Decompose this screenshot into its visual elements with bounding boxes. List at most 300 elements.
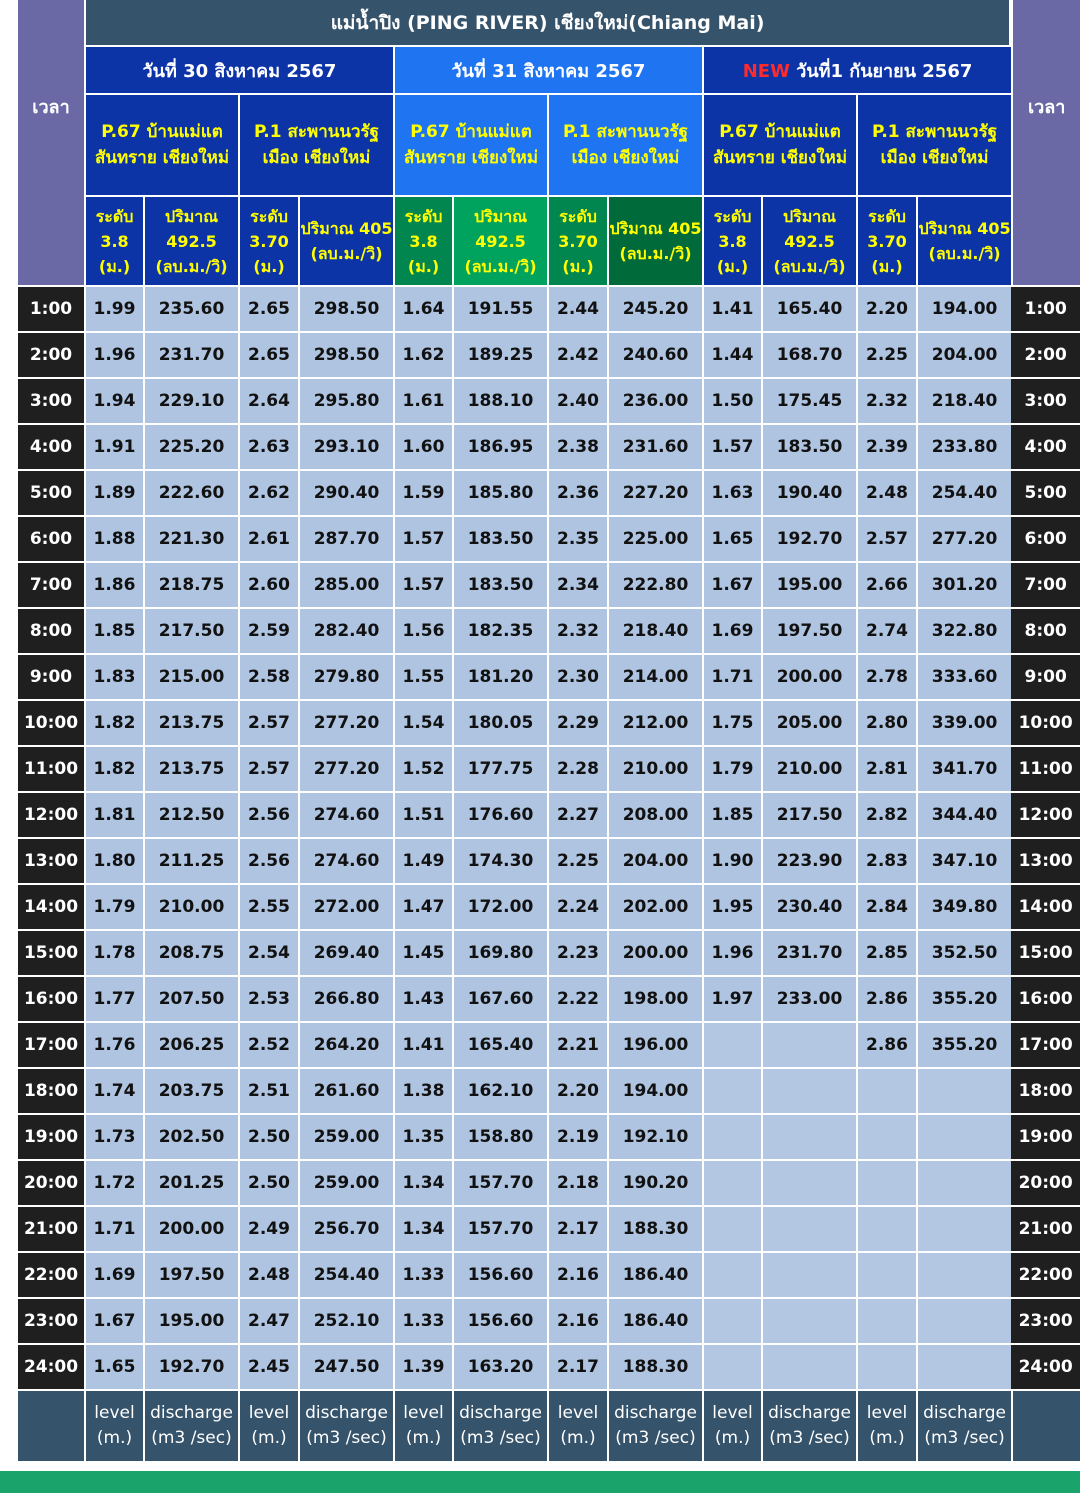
level-cell: 1.43 (393, 975, 452, 1021)
level-header: ระดับ 3.70 (ม.) (547, 197, 607, 285)
discharge-cell: 235.60 (143, 285, 238, 331)
table-row (18, 561, 1080, 607)
discharge-cell: 254.40 (916, 469, 1011, 515)
level-cell: 1.45 (393, 929, 452, 975)
level-cell: 1.56 (393, 607, 452, 653)
time-cell: 16:00 (1011, 975, 1080, 1021)
level-cell: 2.57 (238, 699, 298, 745)
level-cell (856, 1113, 916, 1159)
level-cell: 2.53 (238, 975, 298, 1021)
ping-river-table (18, 0, 1080, 1461)
discharge-cell: 197.50 (143, 1251, 238, 1297)
level-cell: 2.47 (238, 1297, 298, 1343)
level-cell: 2.25 (547, 837, 607, 883)
discharge-cell: 201.25 (143, 1159, 238, 1205)
table-row (18, 883, 1080, 929)
discharge-cell: 162.10 (452, 1067, 547, 1113)
level-cell: 2.65 (238, 285, 298, 331)
level-cell: 1.73 (84, 1113, 143, 1159)
level-cell: 1.71 (702, 653, 761, 699)
time-cell: 6:00 (1011, 515, 1080, 561)
discharge-cell: 163.20 (452, 1343, 547, 1389)
discharge-cell: 233.00 (761, 975, 856, 1021)
level-cell (856, 1205, 916, 1251)
table-row (18, 1343, 1080, 1389)
discharge-cell: 158.80 (452, 1113, 547, 1159)
level-cell (702, 1297, 761, 1343)
discharge-cell: 355.20 (916, 975, 1011, 1021)
table-row (18, 1159, 1080, 1205)
time-cell: 1:00 (18, 285, 84, 331)
table-row (18, 699, 1080, 745)
level-header: ระดับ 3.70 (ม.) (856, 197, 916, 285)
time-cell: 19:00 (1011, 1113, 1080, 1159)
level-cell: 1.57 (393, 561, 452, 607)
discharge-cell: 272.00 (298, 883, 393, 929)
level-cell: 1.64 (393, 285, 452, 331)
time-cell: 5:00 (18, 469, 84, 515)
footer-level: level (m.) (393, 1389, 452, 1461)
time-cell: 23:00 (1011, 1297, 1080, 1343)
time-cell: 9:00 (18, 653, 84, 699)
discharge-header: ปริมาณ 405 (ลบ.ม./วิ) (916, 197, 1011, 285)
discharge-cell (761, 1113, 856, 1159)
table-row (18, 1205, 1080, 1251)
time-cell: 14:00 (1011, 883, 1080, 929)
time-cell: 10:00 (18, 699, 84, 745)
discharge-header: ปริมาณ 492.5 (ลบ.ม./วิ) (143, 197, 238, 285)
level-cell: 2.64 (238, 377, 298, 423)
level-cell: 1.72 (84, 1159, 143, 1205)
new-badge: NEW (742, 60, 790, 82)
discharge-cell: 221.30 (143, 515, 238, 561)
level-cell: 1.82 (84, 745, 143, 791)
discharge-cell (916, 1251, 1011, 1297)
level-cell: 2.29 (547, 699, 607, 745)
discharge-cell: 254.40 (298, 1251, 393, 1297)
level-cell: 2.18 (547, 1159, 607, 1205)
level-cell (856, 1067, 916, 1113)
time-cell: 5:00 (1011, 469, 1080, 515)
level-cell: 2.28 (547, 745, 607, 791)
level-cell: 1.44 (702, 331, 761, 377)
station-p67-header: P.67 บ้านแม่แต สันทราย เชียงใหม่ (393, 95, 547, 197)
discharge-cell: 213.75 (143, 745, 238, 791)
discharge-cell: 156.60 (452, 1297, 547, 1343)
discharge-cell: 352.50 (916, 929, 1011, 975)
discharge-cell (761, 1343, 856, 1389)
discharge-cell: 188.30 (607, 1205, 702, 1251)
level-cell: 1.79 (702, 745, 761, 791)
discharge-cell: 210.00 (143, 883, 238, 929)
level-cell: 2.49 (238, 1205, 298, 1251)
time-header-left: เวลา (18, 0, 84, 285)
level-cell: 2.50 (238, 1159, 298, 1205)
discharge-cell: 279.80 (298, 653, 393, 699)
discharge-cell: 189.25 (452, 331, 547, 377)
level-cell: 2.55 (238, 883, 298, 929)
time-cell: 14:00 (18, 883, 84, 929)
level-cell (856, 1297, 916, 1343)
level-cell: 1.97 (702, 975, 761, 1021)
time-cell: 16:00 (18, 975, 84, 1021)
discharge-cell: 298.50 (298, 331, 393, 377)
discharge-cell: 298.50 (298, 285, 393, 331)
discharge-cell: 341.70 (916, 745, 1011, 791)
bottom-green-bar (0, 1471, 1080, 1493)
time-cell: 9:00 (1011, 653, 1080, 699)
discharge-cell: 231.70 (143, 331, 238, 377)
discharge-cell: 233.80 (916, 423, 1011, 469)
table-row (18, 1021, 1080, 1067)
discharge-cell: 198.00 (607, 975, 702, 1021)
discharge-header: ปริมาณ 405 (ลบ.ม./วิ) (298, 197, 393, 285)
station-p1-header: P.1 สะพานนวรัฐ เมือง เชียงใหม่ (547, 95, 702, 197)
time-cell: 17:00 (18, 1021, 84, 1067)
discharge-cell: 225.20 (143, 423, 238, 469)
level-cell: 2.22 (547, 975, 607, 1021)
discharge-cell: 215.00 (143, 653, 238, 699)
discharge-cell: 347.10 (916, 837, 1011, 883)
discharge-cell: 333.60 (916, 653, 1011, 699)
level-cell: 1.69 (84, 1251, 143, 1297)
discharge-cell: 231.60 (607, 423, 702, 469)
level-cell: 1.52 (393, 745, 452, 791)
level-cell: 1.77 (84, 975, 143, 1021)
level-cell: 1.80 (84, 837, 143, 883)
discharge-cell: 190.40 (761, 469, 856, 515)
discharge-cell: 206.25 (143, 1021, 238, 1067)
time-cell: 20:00 (1011, 1159, 1080, 1205)
footer-discharge: discharge (m3 /sec) (452, 1389, 547, 1461)
discharge-cell: 225.00 (607, 515, 702, 561)
level-cell (702, 1159, 761, 1205)
discharge-cell: 277.20 (916, 515, 1011, 561)
footer-discharge: discharge (m3 /sec) (298, 1389, 393, 1461)
time-cell: 24:00 (1011, 1343, 1080, 1389)
level-cell: 2.16 (547, 1251, 607, 1297)
level-cell: 2.56 (238, 837, 298, 883)
level-cell: 2.48 (856, 469, 916, 515)
discharge-cell: 195.00 (761, 561, 856, 607)
time-cell: 18:00 (1011, 1067, 1080, 1113)
discharge-cell: 207.50 (143, 975, 238, 1021)
table-row (18, 515, 1080, 561)
discharge-cell: 186.40 (607, 1251, 702, 1297)
discharge-cell: 205.00 (761, 699, 856, 745)
level-cell: 1.67 (702, 561, 761, 607)
discharge-cell: 240.60 (607, 331, 702, 377)
level-cell: 1.69 (702, 607, 761, 653)
discharge-cell: 156.60 (452, 1251, 547, 1297)
level-cell: 2.74 (856, 607, 916, 653)
time-cell: 21:00 (1011, 1205, 1080, 1251)
table-row (18, 469, 1080, 515)
discharge-cell: 355.20 (916, 1021, 1011, 1067)
level-cell: 2.39 (856, 423, 916, 469)
discharge-cell: 218.40 (916, 377, 1011, 423)
station-p1-header: P.1 สะพานนวรัฐ เมือง เชียงใหม่ (856, 95, 1011, 197)
table-row (18, 607, 1080, 653)
level-cell: 2.80 (856, 699, 916, 745)
level-cell: 2.51 (238, 1067, 298, 1113)
discharge-cell: 261.60 (298, 1067, 393, 1113)
discharge-cell: 264.20 (298, 1021, 393, 1067)
level-cell: 1.34 (393, 1205, 452, 1251)
discharge-cell (916, 1159, 1011, 1205)
discharge-cell: 168.70 (761, 331, 856, 377)
discharge-cell: 203.75 (143, 1067, 238, 1113)
footer-discharge: discharge (m3 /sec) (143, 1389, 238, 1461)
discharge-cell: 188.10 (452, 377, 547, 423)
time-cell: 21:00 (18, 1205, 84, 1251)
level-cell: 1.83 (84, 653, 143, 699)
level-cell: 2.82 (856, 791, 916, 837)
level-cell: 2.40 (547, 377, 607, 423)
level-cell: 1.62 (393, 331, 452, 377)
discharge-cell: 186.95 (452, 423, 547, 469)
time-cell: 8:00 (1011, 607, 1080, 653)
level-cell: 1.75 (702, 699, 761, 745)
discharge-cell: 301.20 (916, 561, 1011, 607)
station-p1-header: P.1 สะพานนวรัฐ เมือง เชียงใหม่ (238, 95, 393, 197)
discharge-cell: 229.10 (143, 377, 238, 423)
discharge-cell: 200.00 (143, 1205, 238, 1251)
discharge-cell: 165.40 (452, 1021, 547, 1067)
time-cell: 4:00 (1011, 423, 1080, 469)
level-cell: 2.45 (238, 1343, 298, 1389)
level-cell: 1.99 (84, 285, 143, 331)
time-cell: 7:00 (18, 561, 84, 607)
level-cell: 1.67 (84, 1297, 143, 1343)
time-cell: 15:00 (1011, 929, 1080, 975)
level-cell: 1.33 (393, 1297, 452, 1343)
level-cell: 1.85 (84, 607, 143, 653)
date-header-30-aug (84, 47, 393, 95)
time-cell: 2:00 (18, 331, 84, 377)
table-row (18, 331, 1080, 377)
discharge-cell (916, 1205, 1011, 1251)
discharge-cell: 285.00 (298, 561, 393, 607)
level-cell: 2.44 (547, 285, 607, 331)
discharge-cell: 200.00 (761, 653, 856, 699)
footer-time-blank (18, 1389, 84, 1461)
discharge-cell: 230.40 (761, 883, 856, 929)
level-cell: 1.91 (84, 423, 143, 469)
footer-level: level (m.) (702, 1389, 761, 1461)
level-cell: 2.48 (238, 1251, 298, 1297)
level-cell: 1.79 (84, 883, 143, 929)
discharge-cell: 182.35 (452, 607, 547, 653)
table-row (18, 791, 1080, 837)
discharge-cell: 211.25 (143, 837, 238, 883)
discharge-cell: 231.70 (761, 929, 856, 975)
discharge-cell: 212.50 (143, 791, 238, 837)
level-cell: 1.61 (393, 377, 452, 423)
time-cell: 1:00 (1011, 285, 1080, 331)
discharge-cell: 266.80 (298, 975, 393, 1021)
discharge-cell: 274.60 (298, 791, 393, 837)
level-cell: 1.41 (393, 1021, 452, 1067)
level-cell: 2.78 (856, 653, 916, 699)
table-row (18, 285, 1080, 331)
date-header-1-sep (702, 47, 1011, 95)
level-header: ระดับ 3.70 (ม.) (238, 197, 298, 285)
level-cell: 2.35 (547, 515, 607, 561)
level-cell: 2.32 (856, 377, 916, 423)
time-header-right: เวลา (1011, 0, 1080, 285)
level-cell: 1.35 (393, 1113, 452, 1159)
time-cell: 19:00 (18, 1113, 84, 1159)
discharge-cell: 339.00 (916, 699, 1011, 745)
level-cell: 2.23 (547, 929, 607, 975)
discharge-cell: 194.00 (607, 1067, 702, 1113)
level-cell: 2.20 (856, 285, 916, 331)
discharge-cell: 293.10 (298, 423, 393, 469)
level-cell: 2.21 (547, 1021, 607, 1067)
table-row (18, 1251, 1080, 1297)
discharge-cell: 191.55 (452, 285, 547, 331)
level-cell: 1.63 (702, 469, 761, 515)
level-cell: 2.57 (856, 515, 916, 561)
time-cell: 13:00 (1011, 837, 1080, 883)
time-cell: 24:00 (18, 1343, 84, 1389)
discharge-cell: 157.70 (452, 1205, 547, 1251)
level-cell: 2.42 (547, 331, 607, 377)
level-cell: 2.16 (547, 1297, 607, 1343)
level-cell: 1.85 (702, 791, 761, 837)
level-cell: 1.39 (393, 1343, 452, 1389)
time-cell: 12:00 (18, 791, 84, 837)
discharge-cell: 202.00 (607, 883, 702, 929)
station-p67-header: P.67 บ้านแม่แต สันทราย เชียงใหม่ (702, 95, 856, 197)
level-cell: 1.49 (393, 837, 452, 883)
discharge-cell: 222.60 (143, 469, 238, 515)
discharge-cell: 245.20 (607, 285, 702, 331)
discharge-cell: 217.50 (761, 791, 856, 837)
discharge-cell: 195.00 (143, 1297, 238, 1343)
level-cell: 2.17 (547, 1343, 607, 1389)
level-cell (702, 1205, 761, 1251)
level-cell: 1.89 (84, 469, 143, 515)
level-cell: 2.32 (547, 607, 607, 653)
level-cell: 2.62 (238, 469, 298, 515)
discharge-header: ปริมาณ 405 (ลบ.ม./วิ) (607, 197, 702, 285)
table-row (18, 423, 1080, 469)
level-cell: 2.24 (547, 883, 607, 929)
level-cell: 2.59 (238, 607, 298, 653)
discharge-cell: 227.20 (607, 469, 702, 515)
discharge-cell: 277.20 (298, 699, 393, 745)
discharge-cell: 213.75 (143, 699, 238, 745)
level-cell: 2.58 (238, 653, 298, 699)
discharge-cell: 247.50 (298, 1343, 393, 1389)
discharge-header: ปริมาณ 492.5 (ลบ.ม./วิ) (761, 197, 856, 285)
discharge-cell: 169.80 (452, 929, 547, 975)
discharge-cell: 197.50 (761, 607, 856, 653)
table-row (18, 837, 1080, 883)
level-cell: 2.60 (238, 561, 298, 607)
discharge-cell: 210.00 (761, 745, 856, 791)
level-cell: 2.65 (238, 331, 298, 377)
discharge-cell: 186.40 (607, 1297, 702, 1343)
discharge-cell: 190.20 (607, 1159, 702, 1205)
level-cell: 2.50 (238, 1113, 298, 1159)
level-cell: 1.76 (84, 1021, 143, 1067)
discharge-cell: 183.50 (452, 561, 547, 607)
level-cell: 1.95 (702, 883, 761, 929)
level-cell: 1.71 (84, 1205, 143, 1251)
discharge-cell (761, 1159, 856, 1205)
level-cell: 1.57 (702, 423, 761, 469)
discharge-cell: 322.80 (916, 607, 1011, 653)
discharge-cell: 277.20 (298, 745, 393, 791)
footer-level: level (m.) (238, 1389, 298, 1461)
level-cell: 1.55 (393, 653, 452, 699)
data-rows (18, 285, 1080, 1389)
level-cell: 2.84 (856, 883, 916, 929)
discharge-cell: 196.00 (607, 1021, 702, 1067)
time-cell: 22:00 (18, 1251, 84, 1297)
discharge-cell: 167.60 (452, 975, 547, 1021)
discharge-cell (916, 1067, 1011, 1113)
level-cell: 2.27 (547, 791, 607, 837)
level-cell: 2.63 (238, 423, 298, 469)
time-cell: 4:00 (18, 423, 84, 469)
discharge-cell: 185.80 (452, 469, 547, 515)
discharge-cell (761, 1205, 856, 1251)
date-label: วันที่ 31 สิงหาคม 2567 (451, 60, 646, 82)
level-cell (702, 1113, 761, 1159)
footer-time-blank (1011, 1389, 1080, 1461)
discharge-cell: 214.00 (607, 653, 702, 699)
discharge-cell: 236.00 (607, 377, 702, 423)
discharge-cell: 259.00 (298, 1159, 393, 1205)
discharge-cell: 180.05 (452, 699, 547, 745)
discharge-cell (761, 1067, 856, 1113)
level-cell (856, 1343, 916, 1389)
discharge-cell: 174.30 (452, 837, 547, 883)
footer-discharge: discharge (m3 /sec) (607, 1389, 702, 1461)
time-cell: 2:00 (1011, 331, 1080, 377)
level-cell: 1.90 (702, 837, 761, 883)
level-cell: 1.88 (84, 515, 143, 561)
discharge-cell: 192.10 (607, 1113, 702, 1159)
discharge-cell: 274.60 (298, 837, 393, 883)
time-cell: 3:00 (18, 377, 84, 423)
level-cell (702, 1067, 761, 1113)
level-cell: 2.56 (238, 791, 298, 837)
discharge-cell: 218.40 (607, 607, 702, 653)
discharge-cell (916, 1297, 1011, 1343)
discharge-cell: 295.80 (298, 377, 393, 423)
discharge-cell: 287.70 (298, 515, 393, 561)
discharge-cell: 259.00 (298, 1113, 393, 1159)
table-row (18, 929, 1080, 975)
level-cell: 1.50 (702, 377, 761, 423)
table-row (18, 745, 1080, 791)
discharge-cell: 212.00 (607, 699, 702, 745)
level-cell: 1.47 (393, 883, 452, 929)
discharge-cell: 204.00 (916, 331, 1011, 377)
time-cell: 23:00 (18, 1297, 84, 1343)
level-header: ระดับ 3.8 (ม.) (84, 197, 143, 285)
discharge-cell: 344.40 (916, 791, 1011, 837)
time-cell: 13:00 (18, 837, 84, 883)
date-header-31-aug (393, 47, 702, 95)
level-header: ระดับ 3.8 (ม.) (393, 197, 452, 285)
discharge-cell (761, 1251, 856, 1297)
